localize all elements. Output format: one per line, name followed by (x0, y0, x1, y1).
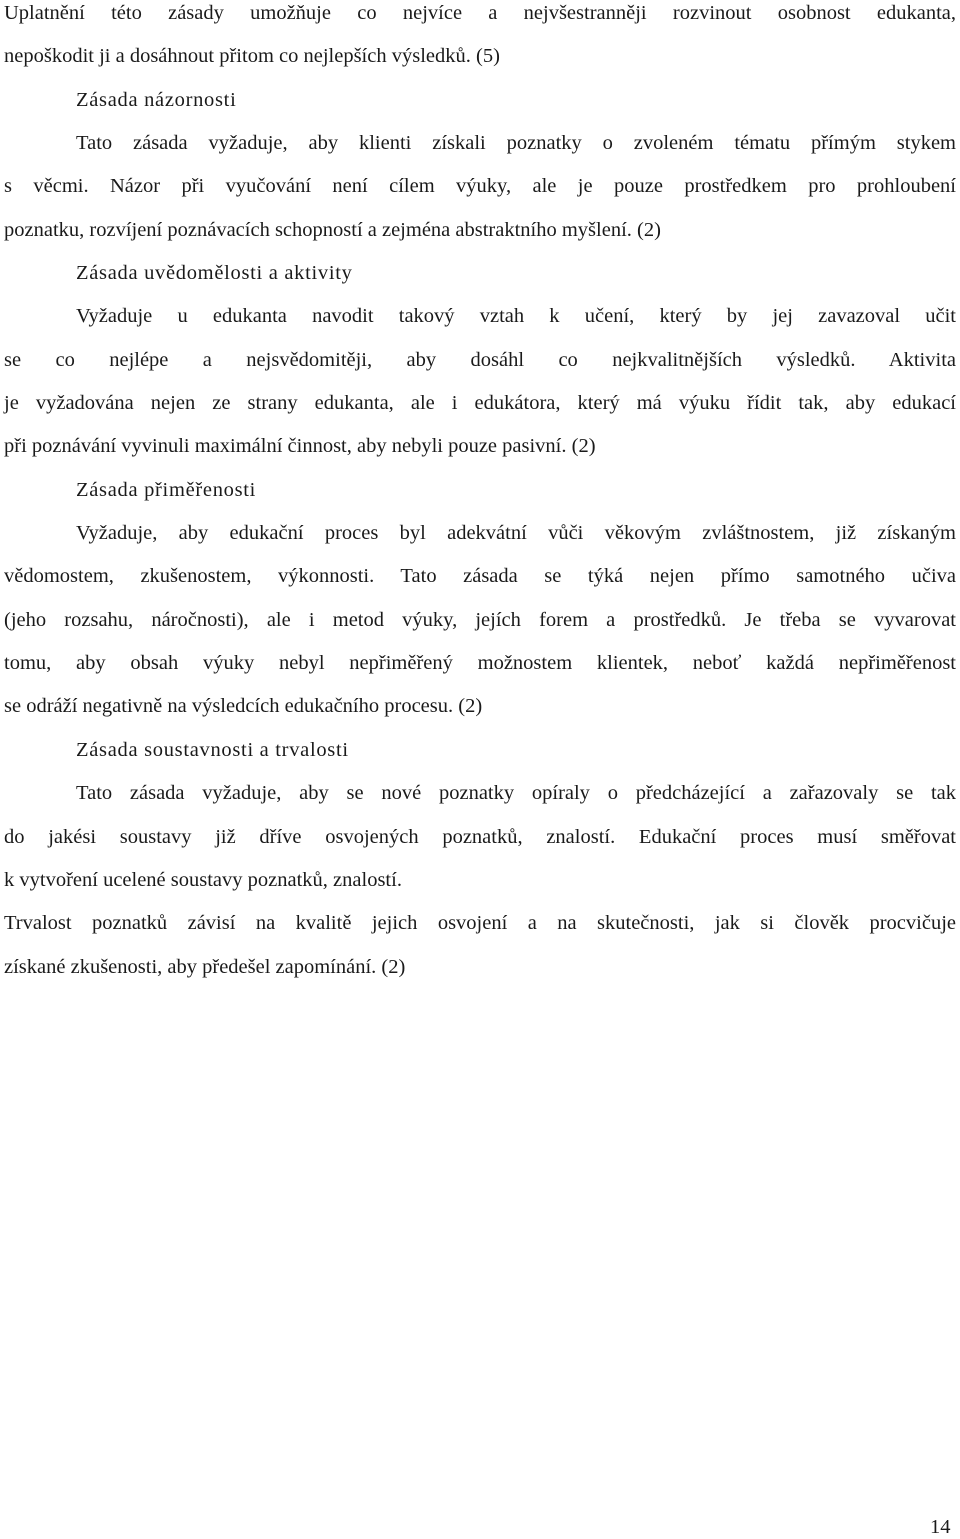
paragraph-line: Tato zásada vyžaduje, aby klienti získali poznatky o zvoleném tématu přímým stykem (76, 132, 956, 154)
section-heading-soustavnost: Zásada soustavnosti a trvalosti (76, 739, 349, 761)
paragraph-line: při poznávání vyvinuli maximální činnost, aby nebyli pouze pasivní. (2) (4, 435, 596, 457)
page-number: 14 (930, 1516, 951, 1538)
paragraph-line: (jeho rozsahu, náročnosti), ale i metod výuky, jejích forem a prostředků. Je třeba se vyvarovat (4, 609, 956, 631)
paragraph-line: je vyžadována nejen ze strany edukanta, ale i edukátora, který má výuku řídit tak, aby edukací (4, 392, 956, 414)
section-heading-uvedomelost: Zásada uvědomělosti a aktivity (76, 262, 353, 284)
paragraph-line: poznatku, rozvíjení poznávacích schopností a zejména abstraktního myšlení. (2) (4, 219, 661, 241)
paragraph-line: se co nejlépe a nejsvědomitěji, aby dosáhl co nejkvalitnějších výsledků. Aktivita (4, 349, 956, 371)
paragraph-line: do jakési soustavy již dříve osvojených poznatků, znalostí. Edukační proces musí směřovat (4, 826, 956, 848)
paragraph-line: k vytvoření ucelené soustavy poznatků, znalostí. (4, 869, 402, 891)
paragraph-line: tomu, aby obsah výuky nebyl nepřiměřený možnostem klientek, neboť každá nepřiměřenost (4, 652, 956, 674)
paragraph-line: Trvalost poznatků závisí na kvalitě jejich osvojení a na skutečnosti, jak si člověk procvičuje (4, 912, 956, 934)
paragraph-line: Vyžaduje u edukanta navodit takový vztah k učení, který by jej zavazoval učit (76, 305, 956, 327)
section-heading-primerenost: Zásada přiměřenosti (76, 479, 257, 501)
paragraph-line: vědomostem, zkušenostem, výkonnosti. Tato zásada se týká nejen přímo samotného učiva (4, 565, 956, 587)
paragraph-line: nepoškodit ji a dosáhnout přitom co nejlepších výsledků. (5) (4, 45, 500, 67)
paragraph-line: Vyžaduje, aby edukační proces byl adekvátní vůči věkovým zvláštnostem, již získaným (76, 522, 956, 544)
paragraph-line: získané zkušenosti, aby předešel zapomínání. (2) (4, 956, 406, 978)
paragraph-line: Uplatnění této zásady umožňuje co nejvíce a nejvšestranněji rozvinout osobnost edukanta, (4, 2, 956, 24)
section-heading-nazornost: Zásada názornosti (76, 89, 237, 111)
paragraph-line: s věcmi. Názor při vyučování není cílem výuky, ale je pouze prostředkem pro prohloubení (4, 175, 956, 197)
paragraph-line: Tato zásada vyžaduje, aby se nové poznatky opíraly o předcházející a zařazovaly se tak (76, 782, 956, 804)
paragraph-line: se odráží negativně na výsledcích edukačního procesu. (2) (4, 695, 483, 717)
